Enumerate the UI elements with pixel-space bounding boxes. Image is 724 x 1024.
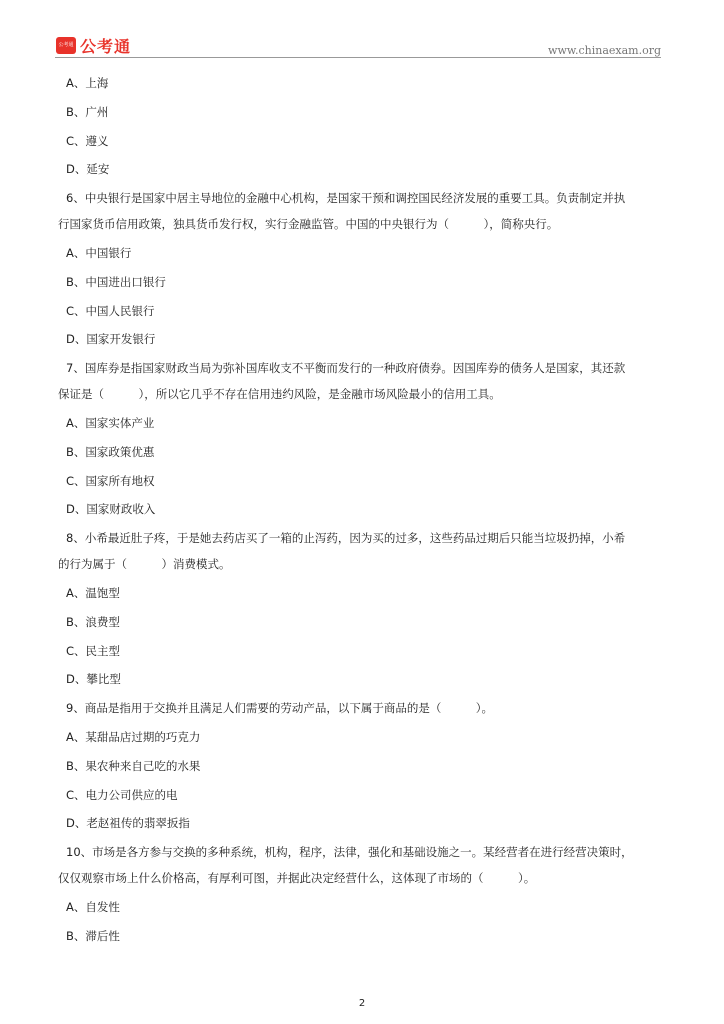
q9-option-a: A、某甜品店过期的巧克力: [66, 729, 201, 744]
header-divider: [55, 57, 661, 58]
q10-option-b: B、滞后性: [66, 928, 120, 943]
q8-stem-line2: 的行为属于（ ）消费模式。: [58, 557, 231, 572]
q9-option-b: B、果农种来自己吃的水果: [66, 758, 201, 773]
q7-option-c: C、国家所有地权: [66, 473, 155, 488]
q10-stem-line1: 10、市场是各方参与交换的多种系统，机构，程序，法律，强化和基础设施之一。某经营者在进行经营决策时，: [66, 845, 633, 860]
q8-option-b: B、浪费型: [66, 614, 120, 629]
q10-option-a: A、自发性: [66, 899, 120, 914]
q9-option-d: D、老赵祖传的翡翠扳指: [66, 816, 190, 831]
q7-stem-line1: 7、国库券是指国家财政当局为弥补国库收支不平衡而发行的一种政府债券。因国库券的债务人是国家，其还款: [66, 361, 626, 376]
q7-option-d: D、国家财政收入: [66, 502, 156, 517]
q8-option-a: A、温饱型: [66, 585, 120, 600]
q9-stem-line1: 9、商品是指用于交换并且满足人们需要的劳动产品，以下属于商品的是（ ）。: [66, 701, 494, 716]
q6-stem-line1: 6、中央银行是国家中居主导地位的金融中心机构，是国家干预和调控国民经济发展的重要工具。负责制定并执: [66, 191, 626, 206]
q6-option-b: B、中国进出口银行: [66, 274, 166, 289]
q5-option-b: B、广州: [66, 104, 109, 119]
logo-text: 公考通: [80, 37, 132, 56]
q7-option-a: A、国家实体产业: [66, 415, 155, 430]
q7-option-b: B、国家政策优惠: [66, 444, 155, 459]
q8-option-c: C、民主型: [66, 643, 121, 658]
q6-option-a: A、中国银行: [66, 245, 132, 260]
site-url[interactable]: www.chinaexam.org: [548, 44, 661, 57]
q5-option-d: D、延安: [66, 162, 110, 177]
q9-option-c: C、电力公司供应的电: [66, 787, 178, 802]
q6-option-c: C、中国人民银行: [66, 303, 155, 318]
q5-option-a: A、上海: [66, 76, 109, 90]
logo-badge-icon: 公考通: [56, 37, 76, 54]
document-body: [58, 76, 662, 958]
q5-option-c: C、遵义: [66, 133, 109, 148]
q10-stem-line2: 仅仅观察市场上什么价格高，有厚利可图，并据此决定经营什么，这体现了市场的（ ）。: [58, 871, 536, 886]
page-number: 2: [358, 998, 366, 1009]
q6-option-d: D、国家开发银行: [66, 332, 156, 347]
q8-stem-line1: 8、小希最近肚子疼，于是她去药店买了一箱的止泻药，因为买的过多，这些药品过期后只能当垃圾扔掉，小希: [66, 531, 626, 546]
brand-logo[interactable]: [56, 34, 131, 57]
page-header: [0, 0, 724, 62]
q7-stem-line2: 保证是（ ），所以它几乎不存在信用违约风险，是金融市场风险最小的信用工具。: [58, 387, 501, 402]
q6-stem-line2: 行国家货币信用政策，独具货币发行权，实行金融监管。中国的中央银行为（ ），简称央行。: [58, 217, 559, 232]
q8-option-d: D、攀比型: [66, 672, 121, 687]
